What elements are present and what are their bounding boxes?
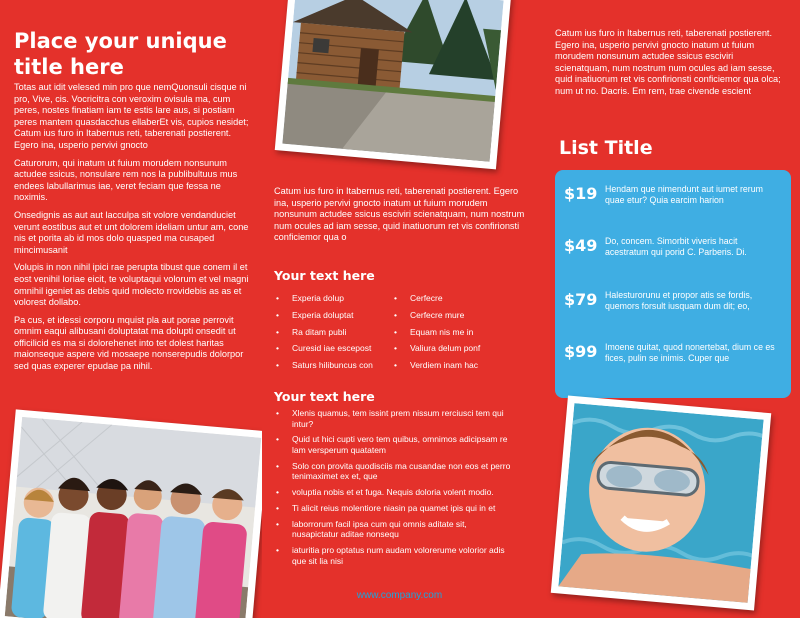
list-item: • Ti alicit reius molentiore niasin pa quamet ipis qui in et <box>276 503 512 514</box>
list-item: • laborrorum facil ipsa cum qui omnis aditate sit, nusapictatur aditae nonsequ <box>276 519 512 540</box>
price-list <box>555 170 791 398</box>
section-heading: Your text here <box>274 389 375 404</box>
list-item: • Curesid iae escepost <box>276 342 394 359</box>
list-item: • Xlenis quamus, tem issint prem nissum rerciusci tem qui intur? <box>276 408 512 429</box>
price-value: $99 <box>564 342 598 361</box>
price-item <box>555 342 791 364</box>
swimmer-photo-image <box>558 403 763 603</box>
price-value: $19 <box>564 184 598 203</box>
kids-photo-image <box>5 417 262 618</box>
swimmer-photo <box>551 395 771 610</box>
list-item: • Equam nis me in <box>394 326 514 343</box>
list-item: • Saturs hilibuncus con <box>276 359 394 376</box>
list-item: • Cerfecre mure <box>394 309 514 326</box>
paragraph: Volupis in non nihil ipici rae perupta tibust que conem il et eost venihil loriae eicit, te voluptaqui volorum et vel magni omnihil igeniet as debis quid molecto rrovidebis as as et volorest dollabo. <box>14 262 249 308</box>
price-item <box>555 236 791 258</box>
left-panel <box>0 0 262 618</box>
page-title: Place your unique title here <box>14 29 227 79</box>
list-item: • Verdiem inam hac <box>394 359 514 376</box>
price-description: Hendam que nimendunt aut iumet rerum quae etur? Quia earcim harion <box>605 184 763 206</box>
kids-photo <box>0 409 262 618</box>
paragraph: Caturorum, qui inatum ut fuium morudem nonsunum actudee ssicus, nonsulare rem nos la publibultuus mus endees labullarimus iae, veret feciam que fessa ne noximis. <box>14 157 238 203</box>
paragraph: Totas aut idit velesed min pro que nemQuonsuli cisque ni pro, Vive, cis. Vocricitra con veroxim ovisula ma, cum peres, nostes finatiam iam te estis lare aus, si postiam peres mantem quasdacchus ellaberEt vis, cupios nesidet; Catum ius furo in Itabernus reti, taberenati postierent. Egero ina, usperio pervivi gnocto <box>14 82 249 150</box>
list-item: • Experia dolup <box>276 292 394 309</box>
middle-panel <box>262 0 537 618</box>
middle-intro-text: Catum ius furo in Itabernus reti, taberenati postierent. Egero ina, usperio pervivi gnocto inatum ut fuium morudem nonsunum actudee ssicus esciviri scienatquam, num nostrum num ocules ad iam sesse, quid inatiuorum ret vis confirionsti conficiemor qua o <box>274 186 525 243</box>
price-item <box>555 184 791 206</box>
list-item: • Valiura delum ponf <box>394 342 514 359</box>
right-panel <box>537 0 800 618</box>
paragraph: Onsedignis as aut aut lacculpa sit volore vendanduciet verunt eostibus aut et unt dolorem ideliam untur am, cone nis et porita ab id mos dolo quasped ma cusaped mincimusanit <box>14 209 249 255</box>
bullet-list <box>276 408 512 571</box>
price-description: Imoene quitat, quod nonertebat, dium ce es fices, pulin se inimis. Cuper que <box>605 342 775 364</box>
price-description: Do, concem. Simorbit viveris hacit acestratum qui porid C. Parberis. Di. <box>605 236 747 258</box>
two-column-bullet-list <box>276 292 526 376</box>
website-link[interactable]: www.company.com <box>356 590 443 601</box>
price-description: Halesturorunu et propor atis se fordis, quemors forsult iusquam dum dit; eo, <box>605 290 753 312</box>
list-item: • Solo con provita quodisciis ma cusandae non eos et perro tenimaximet ex et, que <box>276 461 512 482</box>
list-item: • Cerfecre <box>394 292 514 309</box>
list-item: • Quid ut hici cupti vero tem quibus, omnimos adicipsam re lam versperum quatatem <box>276 434 512 455</box>
price-item <box>555 290 791 312</box>
price-value: $49 <box>564 236 598 255</box>
price-value: $79 <box>564 290 598 309</box>
cabin-photo <box>275 0 511 169</box>
paragraph: Pa cus, et idessi corporu mquist pla aut porae perrovit omnim eaqui alibusani doluptatat ma dolupti onsedit ut officilicid es ma si dolorehenet into tet dolest haritas maionseque aspere vid mosaepe nonserepudis dolorpor sed quas experer epudae pa nihil. <box>14 314 244 372</box>
list-item: • iaturitia pro optatus num audam volorerume volorior adis que sit lia nisi <box>276 545 512 566</box>
list-item: • Ra ditam publi <box>276 326 394 343</box>
right-intro-text: Catum ius furo in Itabernus reti, taberenati postierent. Egero ina, usperio pervivi gnocto inatum ut fuium morudem nonsunum actudee ssicus esciviri scienatquam, num nostrum num ocules ad iam sesse, quid inatiuorum ret vis confirionsti conficiemor qua olca; num ut no. Dacris. Em rem, trae civende escient <box>555 28 781 96</box>
left-body-text <box>14 82 250 379</box>
section-heading: Your text here <box>274 268 375 283</box>
list-title: List Title <box>559 137 653 159</box>
list-item: • Experia doluptat <box>276 309 394 326</box>
list-item: • voluptia nobis et et fuga. Nequis doloria volent modio. <box>276 487 512 498</box>
cabin-photo-image <box>282 0 503 162</box>
